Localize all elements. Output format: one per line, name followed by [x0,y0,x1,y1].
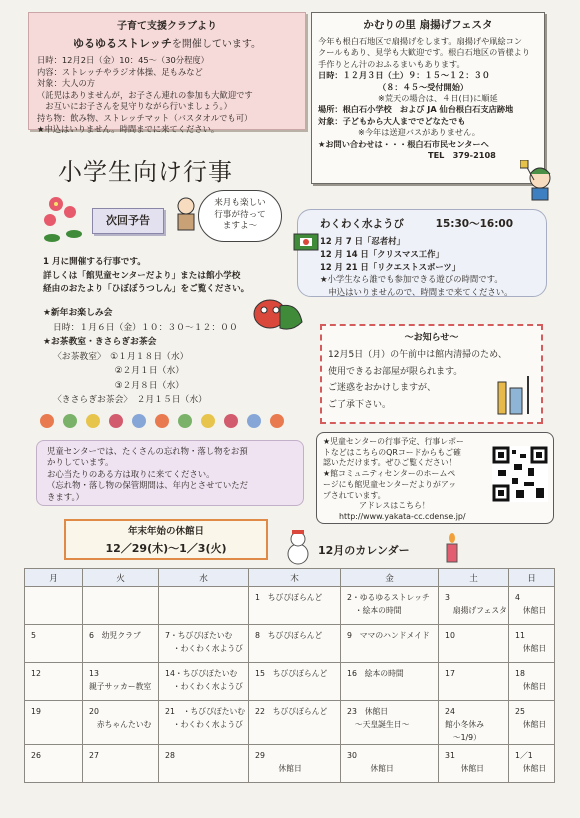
newyear-date: 日時：１月６日（金）１０：３０～１２：００ [53,322,238,333]
decoration-icon [63,414,77,428]
tea-title: ★お茶教室・きさらぎお茶会 [43,337,157,347]
notice-line: 使用できるお部屋が限られます。 [328,366,463,377]
festival-contact: ★お問い合わせは・・・根白石市民センターへ [318,138,489,149]
festival-date: 日時：１２月３日（土）９：１５～１２：３０ [318,70,490,81]
lost-line: きます。） [47,491,85,502]
club-line: ★申込はいりません。時間までに来てください。 [37,124,220,134]
calendar-day-cell [249,587,341,625]
day-number-line: 13 [89,669,99,678]
day-number-line: 2・ゆるゆるストレッチ [347,593,430,602]
next-preview-tag: 次回予告 [92,208,164,234]
decoration-icon [201,414,215,428]
calendar-day-cell [249,701,341,745]
calendar-day-cell [83,745,159,783]
day-number-line: 12 [31,669,41,678]
qr-line: プされています。 [323,490,386,500]
lost-line: かりしています。 [47,457,114,468]
newyear-title: ★新年お楽しみ会 [43,308,113,318]
weekday-header: 木 [249,569,341,587]
calendar-day-cell [509,663,555,701]
festival-bus-note: ※今年は送迎バスがありません。 [358,127,480,138]
day-number-line: 25 [515,707,525,716]
festival-target: 対象：子どもから大人まででどなたでも [318,115,466,126]
wakuwaku-time: 15:30～16:00 [435,218,514,230]
decoration-icon [247,414,261,428]
calendar-day-cell [25,587,83,625]
preview-line: 1 月に開催する行事です。 [43,257,146,267]
day-number-line: 11 [515,631,525,640]
day-event-line: 休館日 [445,764,484,773]
cleaning-tools-illustration [492,374,536,418]
calendar-header-row [25,569,555,587]
decorative-icon-row [40,414,293,431]
preview-line: 経由のおたより「ひぼぼうつしん」をご覧ください。 [43,284,250,294]
festival-line: 手作りとん汁のおふるまいもあります。 [318,58,465,69]
calendar-day-cell [509,625,555,663]
bubble-line: 来月も楽しい [214,198,266,208]
speech-bubble [198,190,282,242]
club-subtitle-name: ゆるゆるストレッチ [72,37,172,50]
calendar-day-cell [509,587,555,625]
club-line: お互いにお子さんを見守りながら行いましょう。） [37,101,232,111]
calendar-week-row [25,587,555,625]
day-event-line: 休館日 [347,764,394,773]
bubble-line: ますよ～ [222,221,258,231]
calendar-day-cell [25,745,83,783]
calendar-day-cell [83,587,159,625]
preview-line: 詳しくは「館児童センターだより」または館小学校 [43,270,241,281]
calendar-day-cell [341,745,439,783]
calendar-day-cell [439,663,509,701]
calendar-day-cell [159,587,249,625]
festival-date-sub: （８：４５～受付開始） [378,81,469,92]
decoration-icon [270,414,284,428]
notice-line: 12月5日（月）の午前中は館内清掃のため、 [328,350,507,360]
wakuwaku-event: 12 月 14 日「クリスマス工作」 [320,248,444,259]
decoration-icon [224,414,238,428]
day-event-line: 親子サッカー教室 [89,682,152,691]
club-line: （託児はありませんが，お子さん連れの参加も大歓迎です [37,89,253,100]
candle-icon [440,532,464,566]
lost-line: （忘れ物・落し物の保管期間は、年内とさせていただ [47,480,248,491]
day-event-line: 休館日 [515,644,547,653]
day-event-line: 休館日 [255,764,302,773]
lost-line: お心当たりのある方は取りに来てください。 [47,468,215,479]
weekday-header: 日 [509,569,555,587]
qr-line: ージにも館児童センターだよりがアッ [323,479,457,489]
day-number-line: 8 ちびぴぽらんど [255,631,323,640]
wakuwaku-event: 12 月 21 日「リクエストスポーツ」 [320,261,461,272]
calendar-day-cell [439,701,509,745]
calendar-day-cell [25,701,83,745]
calendar-day-cell [249,663,341,701]
wakuwaku-note: ★小学生なら誰でも参加できる遊びの時間です。 [320,274,503,285]
day-number-line: 14・ちびぴぽたいむ [165,669,238,678]
preview-text [43,256,293,297]
year-end-holiday-box [64,519,268,560]
calendar-day-cell [25,663,83,701]
calendar-day-cell [509,701,555,745]
festival-line: クールもあり、見学も大歓迎です。根白石地区の皆様より [318,47,531,58]
day-number-line: 18 [515,669,525,678]
club-line: 持ち物：飲み物、ストレッチマット（バスタオルでも可） [37,112,253,123]
calendar-day-cell [249,625,341,663]
plum-flower-icon [36,190,88,246]
day-event-line: 扇揚げフェスタ [445,606,507,615]
day-number-line: 26 [31,751,41,760]
calendar-day-cell [439,625,509,663]
day-number-line: 20 [89,707,99,716]
calendar-day-cell [439,745,509,783]
festival-tel: TEL 379-2108 [428,150,496,161]
mascot-illustration [172,194,200,234]
calendar-day-cell [159,701,249,745]
tea-line: 〈お茶教室〉 ①１月１８日（水） [53,351,189,362]
calendar-body [25,587,555,783]
wakuwaku-heading [320,216,538,231]
day-event-line: 館小冬休み [445,720,484,729]
lost-line: 児童センターでは、たくさんの忘れ物・落し物をお預 [47,446,248,456]
day-number-line: 29 [255,751,265,760]
club-heading: 子育て支援クラブより [117,21,217,32]
wakuwaku-event: 12 月 7 日「忍者村」 [320,236,405,246]
day-number-line: 23 休館日 [347,707,389,716]
club-line: 日時：12月2日（金）10：45～（30分程度） [37,55,209,65]
qr-line: トなどはこちらのQRコードからもご確 [323,447,461,457]
tea-line: ②２月１日（水） [53,366,185,376]
calendar-day-cell [249,745,341,783]
festival-heading: かむりの里 扇揚げフェスタ [363,19,493,31]
tea-line: ③２月８日（水） [53,380,185,391]
day-number-line: 19 [31,707,41,716]
decoration-icon [109,414,123,428]
weekday-header: 水 [159,569,249,587]
calendar-week-row [25,745,555,783]
day-number-line: 27 [89,751,99,760]
notice-heading: ～お知らせ～ [404,333,459,343]
calendar-day-cell [159,625,249,663]
day-number-line: 15 ちびぴぽらんど [255,669,328,678]
calendar-day-cell [25,625,83,663]
lost-and-found-box [36,440,304,506]
holiday-title: 年末年始の休館日 [127,526,204,537]
qr-code-icon[interactable] [492,446,548,502]
notice-line: ご迷惑をおかけしますが、 [328,383,437,393]
festival-line: 今年も根白石地区で扇揚げをします。扇揚げや凧絵コン [318,36,523,46]
club-line: 内容：ストレッチやラジオ体操、足もみなど [37,66,203,77]
day-number-line: 30 [347,751,357,760]
day-number-line: 31 [445,751,455,760]
decoration-icon [178,414,192,428]
day-event-line: ・わくわく水ようび [165,720,243,729]
day-number-line: 17 [445,669,455,678]
day-event-line: 休館日 [515,606,547,615]
day-event-line: 休館日 [515,682,547,691]
holiday-dates: 12／29(木)～1／3(火) [105,542,227,555]
day-number-line: 24 [445,707,455,716]
calendar-week-row [25,663,555,701]
day-number-line: 6 幼児クラブ [89,631,141,640]
calendar-day-cell [509,745,555,783]
day-number-line: 7・ちびぴぽたいむ [165,631,233,640]
decoration-icon [155,414,169,428]
day-event-line: 赤ちゃんたいむ [89,720,152,729]
calendar-week-row [25,701,555,745]
calendar-week-row [25,625,555,663]
day-number-line: 3 [445,593,450,602]
weekday-header: 月 [25,569,83,587]
day-number-line: 16 絵本の時間 [347,669,404,678]
events-text [43,306,303,408]
day-number-line: 10 [445,631,455,640]
club-subtitle [37,35,297,51]
club-notice-box [28,12,306,134]
weekday-header: 金 [341,569,439,587]
weekday-header: 火 [83,569,159,587]
qr-line: ★児童センターの行事予定、行事レポー [323,437,464,446]
day-number-line: 9 ママのハンドメイド [347,631,430,640]
bubble-line: 行事が待って [214,209,266,220]
calendar-day-cell [439,587,509,625]
day-number-line: 5 [31,631,36,640]
festival-place: 場所：根白石小学校 および JA 仙台根白石支店跡地 [318,104,514,115]
day-event-line: ・わくわく水ようび [165,644,243,653]
calendar-day-cell [341,701,439,745]
club-line: 対象：大人の方 [37,78,96,88]
day-number-line: 1／1 [515,751,533,760]
calendar-day-cell [341,587,439,625]
calendar-day-cell [341,663,439,701]
website-link[interactable]: http://www.yakata-cc.cdense.jp/ [339,511,466,521]
tea-line: 〈きさらぎお茶会〉 ２月１５日（水） [53,395,207,405]
club-subtitle-suffix: を開催しています。 [171,39,262,50]
day-number-line: 28 [165,751,175,760]
wakuwaku-wednesday-box [297,209,547,297]
day-event-line: 休館日 [515,720,547,729]
day-number-line: 21 ・ちびぴぽたいむ [165,707,246,716]
qr-line: 認いただけます。ぜひご覧ください！ [323,458,457,468]
day-event-line: ～天皇誕生日～ [347,720,410,729]
festival-notice-box [311,12,545,184]
decoration-icon [132,414,146,428]
calendar-day-cell [341,625,439,663]
decoration-icon [86,414,100,428]
day-event-line: ・絵本の時間 [347,606,402,615]
calendar-day-cell [159,745,249,783]
festival-rain-note: ※荒天の場合は、４日(日)に順延 [378,93,498,104]
calendar-title: 12月のカレンダー [318,544,410,557]
calendar-day-cell [159,663,249,701]
calendar-day-cell [83,701,159,745]
day-event-line: ～1/9） [445,733,481,742]
day-event-line: ・わくわく水ようび [165,682,243,691]
weekday-header: 土 [439,569,509,587]
decoration-icon [40,414,54,428]
wakuwaku-title: わくわく水ようび [320,218,404,230]
day-number-line: 4 [515,593,520,602]
wakuwaku-note: 申込はいりませんので、時間まで来てください。 [320,287,513,298]
day-number-line: 1 ちびぴぽらんど [255,593,323,602]
day-event-line: 休館日 [515,764,547,773]
calendar-day-cell [83,625,159,663]
notice-line: ご了承下さい。 [328,399,392,410]
flag-icon [292,232,322,256]
december-calendar [24,568,555,783]
snowman-icon [283,528,313,566]
qr-line: ★館コミュニティセンターのホームペ [323,469,456,479]
child-kite-illustration [520,160,560,204]
calendar-day-cell [83,663,159,701]
qr-line: アドレスはこちら！ [359,501,430,511]
page-title: 小学生向け行事 [58,158,233,186]
day-number-line: 22 ちびぴぽらんど [255,707,328,716]
